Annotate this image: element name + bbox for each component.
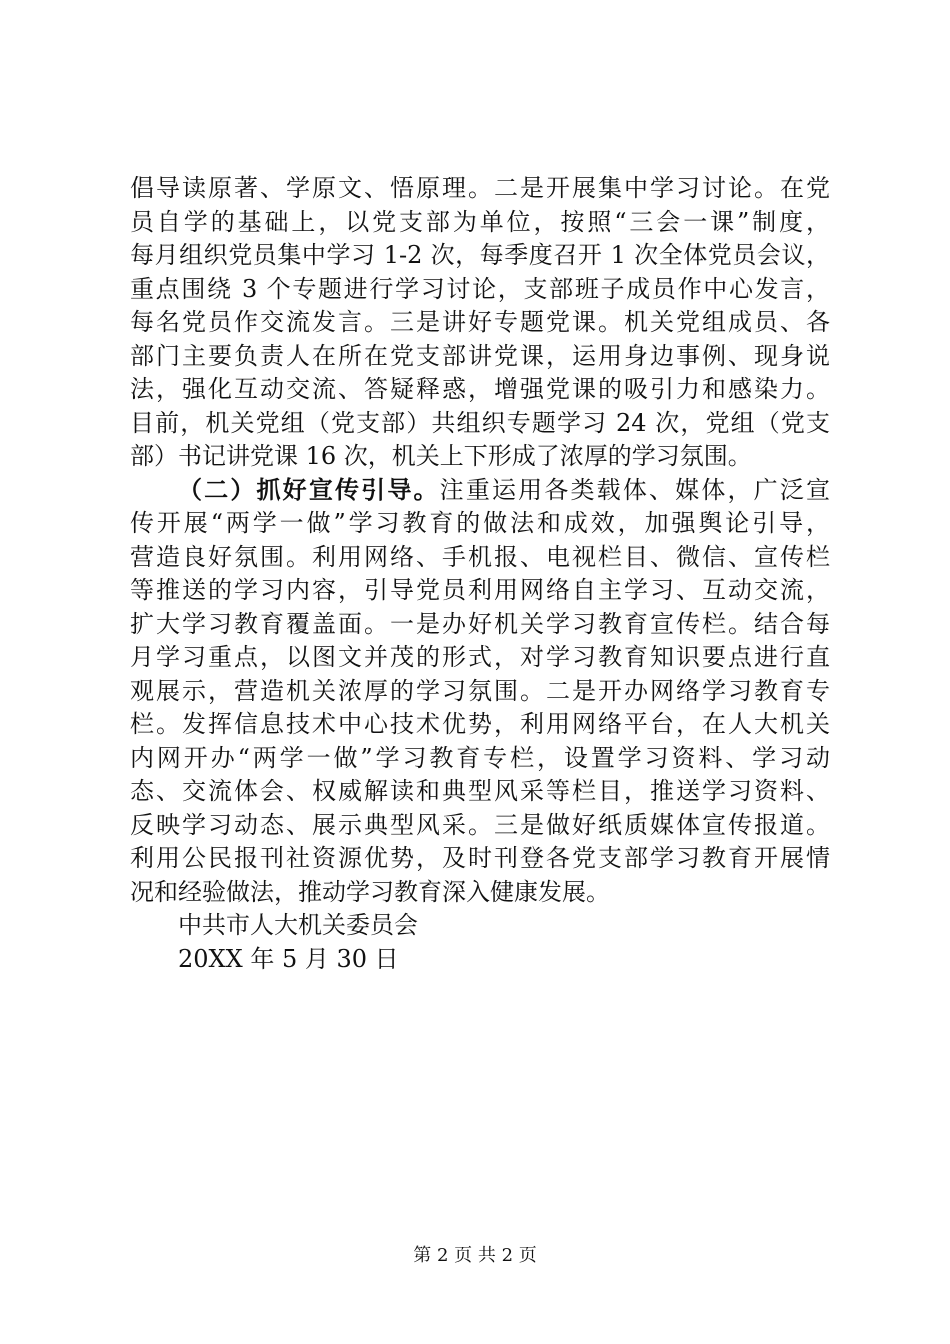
text-line: 利用公民报刊社资源优势，及时刊登各党支部学习教育开展情 [130, 844, 830, 872]
page-footer: 第 2 页 共 2 页 [413, 1245, 537, 1266]
text-line: 态、交流体会、权威解读和典型风采等栏目，推送学习资料、 [130, 777, 830, 805]
document-body [130, 172, 830, 976]
text-line [130, 474, 830, 508]
text-line: 目前，机关党组（党支部）共组织专题学习 24 次，党组（党支 [130, 408, 830, 437]
text-line: 况和经验做法，推动学习教育深入健康发展。 [130, 877, 610, 906]
paragraph-publicity [130, 474, 830, 910]
paragraph-study [130, 172, 830, 474]
section-heading: （二）抓好宣传引导。 [178, 475, 440, 504]
text-line: 重点围绕 3 个专题进行学习讨论，支部班子成员作中心发言， [130, 274, 830, 303]
text-line: 法，强化互动交流、答疑释惑，增强党课的吸引力和感染力。 [130, 375, 830, 403]
text-line: 部门主要负责人在所在党支部讲党课，运用身边事例、现身说 [130, 341, 830, 370]
text-line: 每名党员作交流发言。三是讲好专题党课。机关党组成员、各 [130, 308, 830, 336]
signature-date: 20XX 年 5 月 30 日 [178, 944, 399, 973]
text-line: 每月组织党员集中学习 1-2 次，每季度召开 1 次全体党员会议， [130, 241, 830, 269]
text-line: 栏。发挥信息技术中心技术优势，利用网络平台，在人大机关 [130, 710, 830, 738]
text-line: 月学习重点，以图文并茂的形式，对学习教育知识要点进行直 [130, 643, 830, 671]
text-line: 传开展“两学一做”学习教育的做法和成效，加强舆论引导， [130, 509, 830, 537]
text-line: 反映学习动态、展示典型风采。三是做好纸质媒体宣传报道。 [130, 810, 830, 839]
text-line: 员自学的基础上，以党支部为单位，按照“三会一课”制度， [130, 207, 830, 236]
text-line: 内网开办“两学一做”学习教育专栏，设置学习资料、学习动 [130, 743, 830, 772]
text-line: 等推送的学习内容，引导党员利用网络自主学习、互动交流， [130, 576, 830, 604]
text-line: 营造良好氛围。利用网络、手机报、电视栏目、微信、宣传栏 [130, 542, 830, 571]
text-line: 倡导读原著、学原文、悟原理。二是开展集中学习讨论。在党 [130, 174, 830, 202]
text-line: 扩大学习教育覆盖面。一是办好机关学习教育宣传栏。结合每 [130, 609, 830, 638]
text-span: 注重运用各类载体、媒体，广泛宣 [439, 475, 831, 504]
text-line: 部）书记讲党课 16 次，机关上下形成了浓厚的学习氛围。 [130, 442, 752, 470]
text-line: 观展示，营造机关浓厚的学习氛围。二是开办网络学习教育专 [130, 676, 830, 705]
signature-organization: 中共市人大机关委员会 [178, 911, 418, 939]
